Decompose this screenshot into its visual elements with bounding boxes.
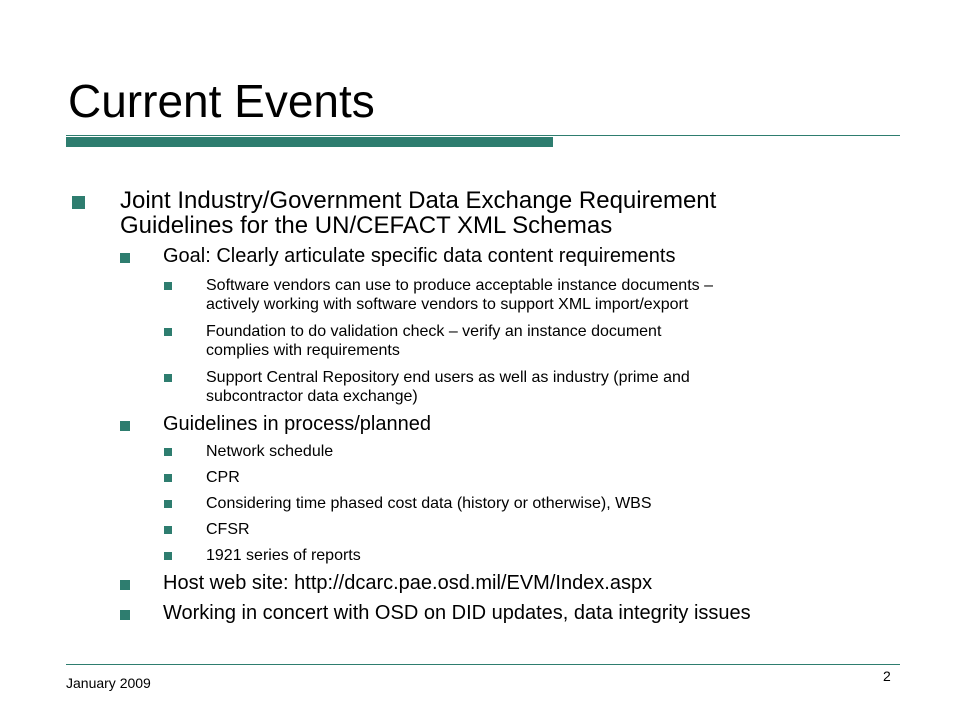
list-item-text: Guidelines in process/planned (163, 413, 431, 435)
footer-date: January 2009 (66, 675, 151, 691)
list-item-text: Goal: Clearly articulate specific data content requirements (163, 245, 676, 267)
square-bullet-icon (164, 552, 172, 560)
list-item-text: 1921 series of reports (206, 547, 361, 564)
square-bullet-icon (164, 500, 172, 508)
list-item-text: subcontractor data exchange) (206, 388, 418, 405)
square-bullet-icon (120, 610, 130, 620)
page-number: 2 (883, 668, 891, 684)
list-item-text: Host web site: http://dcarc.pae.osd.mil/EVM/Index.aspx (163, 572, 653, 594)
square-bullet-icon (120, 253, 130, 263)
square-bullet-icon (72, 196, 85, 209)
list-item-text: Joint Industry/Government Data Exchange Requirement (120, 187, 717, 214)
list-item-text: Guidelines for the UN/CEFACT XML Schemas (120, 212, 613, 239)
list-item-text: Support Central Repository end users as well as industry (prime and (206, 369, 690, 386)
footer-divider (66, 664, 900, 665)
square-bullet-icon (164, 526, 172, 534)
square-bullet-icon (120, 580, 130, 590)
list-item-text: Software vendors can use to produce acceptable instance documents – (206, 277, 713, 294)
square-bullet-icon (164, 374, 172, 382)
list-item-text: Foundation to do validation check – verify an instance document (206, 323, 662, 340)
list-item-text: CFSR (206, 521, 250, 538)
list-item-text: Working in concert with OSD on DID updates, data integrity issues (163, 602, 751, 624)
slide-title: Current Events (68, 75, 375, 127)
square-bullet-icon (120, 421, 130, 431)
list-item-text: actively working with software vendors to support XML import/export (206, 296, 689, 313)
square-bullet-icon (164, 474, 172, 482)
square-bullet-icon (164, 282, 172, 290)
square-bullet-icon (164, 448, 172, 456)
square-bullet-icon (164, 328, 172, 336)
list-item-text: CPR (206, 469, 240, 486)
list-item-text: complies with requirements (206, 342, 400, 359)
list-item-text: Network schedule (206, 443, 334, 460)
list-item-text: Considering time phased cost data (history or otherwise), WBS (206, 495, 652, 512)
